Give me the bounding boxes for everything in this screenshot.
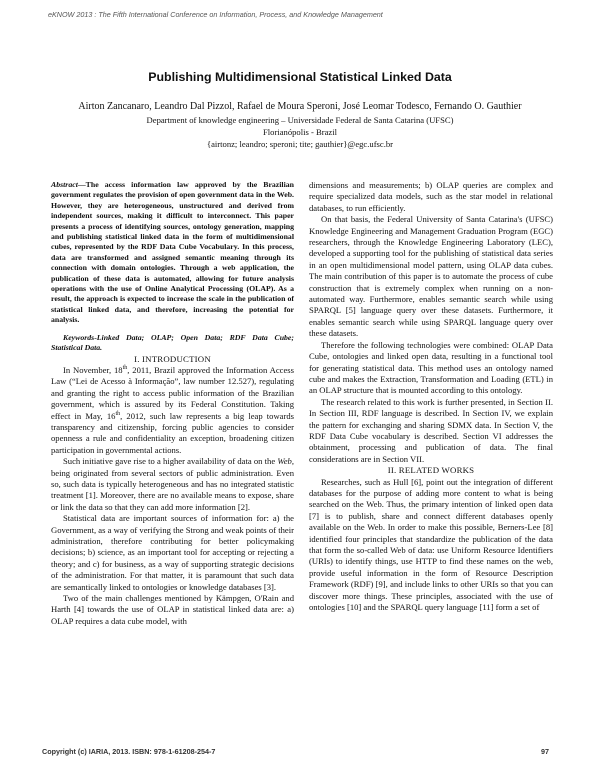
right-column [309,180,553,613]
page-number: 97 [541,747,549,756]
affiliation: Department of knowledge engineering – Universidade Federal de Santa Catarina (UFSC) [146,115,454,125]
intro-paragraph: On that basis, the Federal University of Santa Catarina's (UFSC) Knowledge Engineering and Management Graduation Program (EGC) researchers, through the Knowledge Engineering Laboratory (LEC), developed a supporting tool for the publishing of statistical data series in an open multidimensional model pattern, using OLAP data cubes. The main contribution of this paper is to automate the process of cube construction that is extremely complex when running on a non-automated way. Furthermore, enables semantic search while using SPARQL [5] language query over these datasets. Furthermore, it enables semantic search while using SPARQL language query over these datasets. [309,214,553,339]
keywords: Keywords-Linked Data; OLAP; Open Data; RDF Data Cube; Statistical Data. [51,332,294,353]
paper-title: Publishing Multidimensional Statistical Linked Data [148,70,452,84]
affiliation-city: Florianópolis - Brazil [263,127,337,137]
intro-paragraph: Two of the main challenges mentioned by Kämpgen, O'Rain and Harth [4] towards the use of OLAP in statistical linked data are: a) OLAP requires a data cube model, with [51,593,294,626]
intro-paragraph: Statistical data are important sources of information for: a) the Government, as a way of verifying the Strong and weak points of their administration, therefore contributing for better policymaking decisions; b) science, as an important tool for accepting or rejecting a theory; and c) for business, as a way of supporting strategic decisions of the administration. For that matter, it is paramount that such data are semantically linked to ontologies or knowledge databases [3]. [51,513,294,592]
abstract-text: —The access information law approved by the Brazilian government regulates the provision of open government data in the Web. However, they are heterogeneous, unstructured and derived from independent sources, making it difficult to interconnect. This paper presents a process of identifying sources, ontology generation, mapping and publishing statistical linked data in the form of multidimensional cubes, represented by the RDF Data Cube Vocabulary. In this process, data are transformed and assigned semantic meaning through its connection with domain ontologies. Through a web application, the publication of these data is automated, allowing for future analysis operations with the use of Online Analytical Processing (OLAP). As a result, the approach is expected to increase the scale in the publication of statistical linked data, and therefore, increasing the potential for analysis. [51,180,294,325]
running-head: eKNOW 2013 : The Fifth International Conference on Information, Process, and Knowledge Management [48,10,383,19]
intro-paragraph: dimensions and measurements; b) OLAP queries are complex and require specialized data models, such as the star model in relational databases, to run efficiently. [309,180,553,213]
section-heading-introduction: I. INTRODUCTION [134,353,211,364]
intro-paragraph: Such initiative gave rise to a higher availability of data on the Web, being originated from several sectors of public administration. Even so, such data is typically heterogeneous and has no integrated statistic treatment [1]. Moreover, there are no available means to expose, share or link the data so that they can add more information [2]. [51,456,294,512]
intro-paragraph: Therefore the following technologies were combined: OLAP Data Cube, ontologies and linked open data, resulting in a functional tool for generating statistical data. This method uses an ontology named cube and makes the Extraction, Transformation and Loading (ETL) in an OLAP structure that is mounted according to this ontology. [309,339,553,396]
author-emails: {airtonz; leandro; speroni; tite; gauthier}@egc.ufsc.br [206,139,394,149]
author-list: Airton Zancanaro, Leandro Dal Pizzol, Rafael de Moura Speroni, José Leomar Todesco, Fernando O. Gauthier [78,101,522,112]
abstract-label: Abstract [51,180,78,189]
footer-copyright: Copyright (c) IARIA, 2013. ISBN: 978-1-61208-254-7 [42,747,216,756]
intro-paragraph: In November, 18th, 2011, Brazil approved the Information Access Law (“Lei de Acesso à Informação”, law number 12.527), regulating and granting the right to access public information of the Brazilian government, which is assured by its Federal Constitution. Taking effect in May, 16th, 2012, such law represents a big leap towards transparency and citizenship, forcing public agencies to consider openness a rule and confidentiality an exception, broadening citizen participation in governmental actions. [51,364,294,455]
abstract [51,180,294,326]
related-works-paragraph: Researches, such as Hull [6], point out the integration of different databases for the purpose of adding more content to what is being searched on the Web. Thus, the primary intention of linked open data [7] is to publish, share and connect different databases openly available on the Web. In order to make this possible, Berners-Lee [8] identified four principles that standardize the publication of the data that form the so-called Web of data: use Uniform Resource Identifiers (URIs) to identify things, use HTTP to find these names on the web, provide useful information in the form of Resource Description Framework (RDF) [9], and include links to other URIs so that you can discover more things. These principles, associated with the use of ontologies [10] and the SPARQL query language [11] form a set of [309,476,553,613]
section-heading-related-works: II. RELATED WORKS [387,465,475,476]
intro-paragraph: The research related to this work is further presented, in Section II. In Section III, RDF language is described. In Section IV, we explain the pattern for exchanging and sharing SDMX data. In Section V, the RDF Data Cube vocabulary is described. Section VI addresses the obtainment, processing and publication of data. The final considerations are in Section VII. [309,396,553,464]
left-column [51,180,294,627]
